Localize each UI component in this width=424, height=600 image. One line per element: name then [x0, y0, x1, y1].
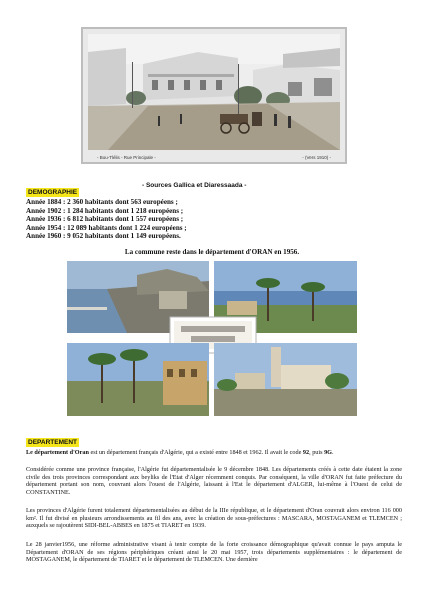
population-year-1884: Année 1884 : 2 360 habitants dont 563 européens ;	[26, 198, 178, 206]
historic-street-photo	[81, 27, 347, 164]
population-year-1960: Année 1960 : 9 052 habitants dont 1 149 européens.	[26, 232, 181, 241]
departement-paragraph-3: Les provinces d'Algérie furent totalement départementalisées au début de la IIIe république, et le département d'Oran couvrait alors environ 116 000 km². Il fut divisé en plusieurs arrondissements au fil des ans, avec la création de sous-préfectures : MASCARA, MOSTAGANEM et TLEMCEN ; auxquels se rajoutèrent SIDI-BEL-ABBES en 1875 et TIARET en 1939.	[26, 507, 402, 530]
photo-caption-left: - Bou-Tlélis - Rue Principale -	[97, 154, 156, 160]
departement-code-2: 9G	[324, 449, 332, 456]
demographie-heading	[26, 181, 79, 199]
departement-paragraph-2: Considérée comme une province française, l'Algérie fut départementalisée le 9 décembre 1848. Les départements créés à cette date étaient la zone civile des trois provinces correspondant aux beyliks de l'Etat d'Alger récemment conquis. Par conséquent, la ville d'ORAN fut faite préfecture du département portant son nom, couvrant alors l'ouest de l'Algérie, laissant à l'Est le département d'ALGER, lui-même à l'Ouest de celui de CONSTANTINE.	[26, 466, 402, 496]
departement-heading-text: DEPARTEMENT	[28, 439, 77, 446]
population-year-1954: Année 1954 : 12 089 habitants dont 1 224 européens ;	[26, 223, 187, 232]
photo-caption	[83, 151, 345, 163]
commune-statement: La commune reste dans le département d'ORAN en 1956.	[124, 248, 300, 256]
departement-paragraph-1	[26, 449, 402, 457]
souvenir-oran-postcard	[67, 261, 357, 416]
departement-paragraph-4: Le 28 janvier1956, une réforme administrative visant à tenir compte de la forte croissance démographique qu'avait connue le pays amputa le Département d'ORAN de ses régions périphériques créant ainsi le 20 mai 1957, trois départements supplémentaires : le département de MOSTAGANEM, le département de TIARET et le département de TLEMCEN. Une dernière	[26, 541, 402, 564]
departement-code-1: 92	[302, 449, 310, 456]
demographie-heading-text: DEMOGRAPHIE	[28, 189, 78, 196]
departement-code-separator: , puis	[309, 449, 325, 456]
population-list	[26, 198, 187, 241]
postcard-collage-image	[67, 261, 357, 416]
departement-sentence-end: .	[331, 449, 334, 456]
departement-description: est un département français d'Algérie, qui a existé entre 1848 et 1962. Il avait le code	[88, 449, 303, 456]
street-scene-image	[88, 34, 340, 150]
population-year-1902: Année 1902 : 1 284 habitants dont 1 218 européens ;	[26, 206, 184, 215]
departement-heading	[26, 431, 79, 449]
photo-caption-right: - (Vers 1910) -	[302, 154, 331, 160]
population-year-1936: Année 1936 : 6 812 habitants dont 1 557 européens ;	[26, 215, 184, 224]
demographie-sources: - Sources Gallica et Diaressaada -	[142, 182, 247, 189]
departement-name: Le département d'Oran	[26, 449, 89, 456]
